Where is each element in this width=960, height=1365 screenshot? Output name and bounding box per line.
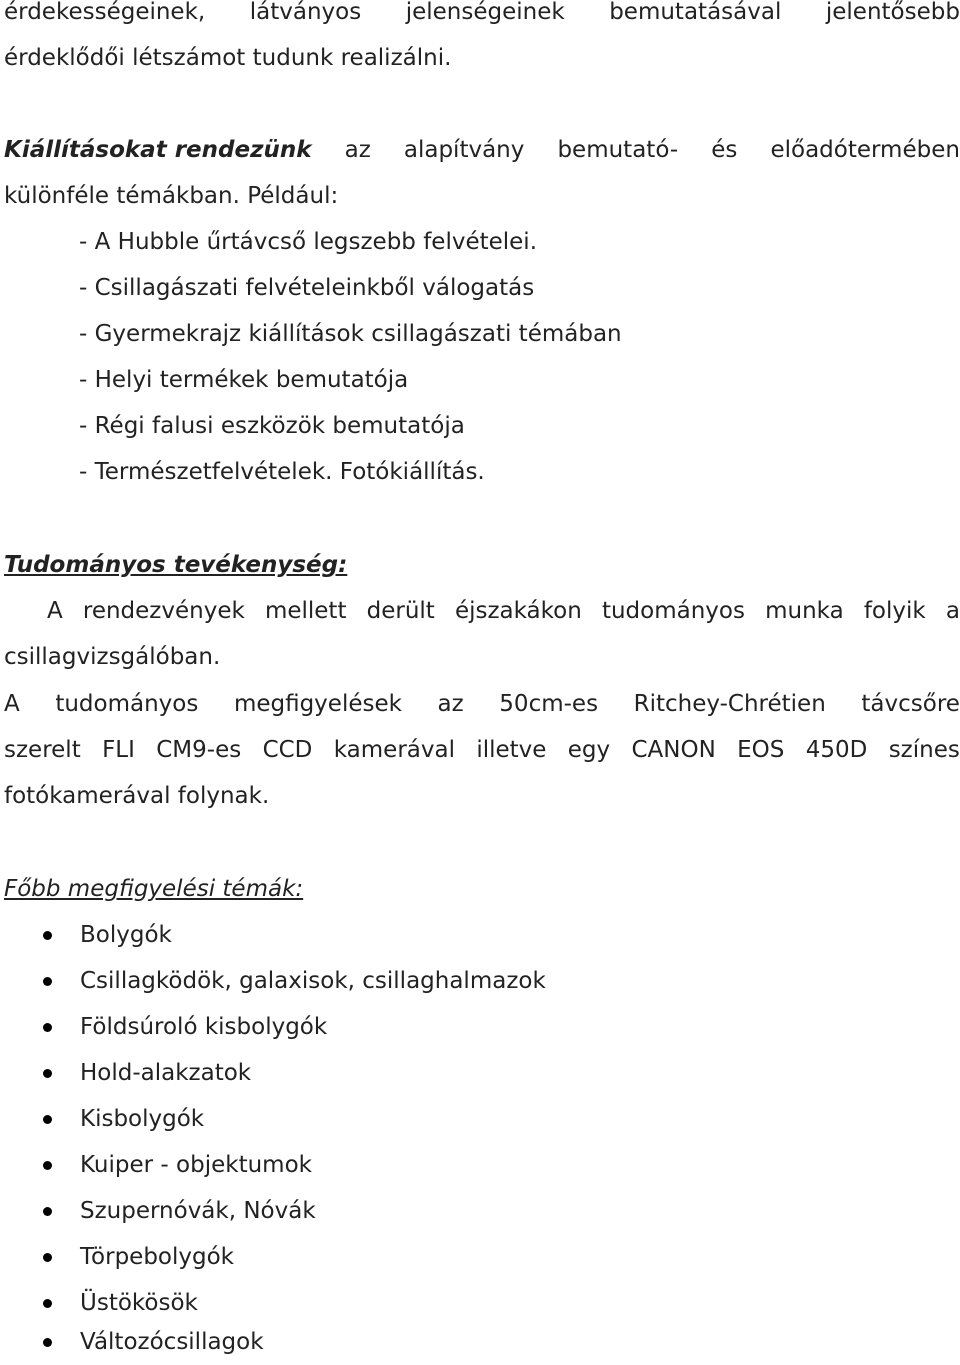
bullet-icon <box>43 931 52 940</box>
word: A <box>4 691 20 717</box>
intro-line-2: érdeklődői létszámot tudunk realizálni. <box>4 45 452 71</box>
word: Ritchey-Chrétien <box>633 691 826 717</box>
list-item <box>0 1188 960 1234</box>
word: éjszakákon <box>454 598 582 624</box>
word: egy <box>567 737 611 763</box>
word: kamerával <box>333 737 455 763</box>
list-item <box>0 1004 960 1050</box>
science-p2-line-3: fotókamerával folynak. <box>4 783 270 809</box>
word: folyik <box>863 598 926 624</box>
bullet-icon <box>43 1161 52 1170</box>
word: A <box>47 598 63 624</box>
word: bemutatásával <box>609 0 782 25</box>
science-heading-text: Tudományos tevékenység: <box>4 552 348 578</box>
topics-heading-text: Főbb megfigyelési témák: <box>4 876 304 902</box>
word: színes <box>888 737 960 763</box>
word: előadótermében <box>770 137 960 163</box>
word: CM9-es <box>156 737 242 763</box>
list-item <box>0 1319 960 1365</box>
exhibition-item: - Helyi termékek bemutatója <box>79 367 409 393</box>
list-item-label: Csillagködök, galaxisok, csillaghalmazok <box>80 968 546 994</box>
word: 450D <box>805 737 868 763</box>
list-item <box>0 1050 960 1096</box>
word: munka <box>765 598 844 624</box>
word: az <box>344 137 371 163</box>
word: CCD <box>262 737 313 763</box>
exhibitions-line-1 <box>4 127 960 173</box>
word: FLI <box>102 737 135 763</box>
list-item-label: Kuiper - objektumok <box>80 1152 312 1178</box>
list-item <box>0 958 960 1004</box>
intro-line-1 <box>4 0 960 35</box>
word: megfigyelések <box>233 691 402 717</box>
word: érdekességeinek, <box>4 0 206 25</box>
science-p2-line-1 <box>4 681 960 727</box>
list-item <box>0 912 960 958</box>
science-p1-line-1 <box>47 588 960 634</box>
list-item <box>0 1234 960 1280</box>
word: tudományos <box>601 598 745 624</box>
exhibitions-lead: Kiállításokat rendezünk <box>4 137 312 163</box>
list-item-label: Bolygók <box>80 922 172 948</box>
word: a <box>945 598 960 624</box>
word: jelenségeinek <box>405 0 565 25</box>
bullet-icon <box>43 977 52 986</box>
exhibition-item: - Régi falusi eszközök bemutatója <box>79 413 465 439</box>
list-item-label: Földsúroló kisbolygók <box>80 1014 328 1040</box>
bullet-icon <box>43 1207 52 1216</box>
word: tudományos <box>55 691 199 717</box>
list-item-label: Változócsillagok <box>80 1329 264 1355</box>
list-item <box>0 1096 960 1142</box>
bullet-icon <box>43 1115 52 1124</box>
bullet-icon <box>43 1023 52 1032</box>
list-item-label: Szupernóvák, Nóvák <box>80 1198 316 1224</box>
word: derült <box>366 598 435 624</box>
word: bemutató- <box>557 137 679 163</box>
exhibition-item: - A Hubble űrtávcső legszebb felvételei. <box>79 229 538 255</box>
word: látványos <box>249 0 362 25</box>
word: illetve <box>476 737 547 763</box>
science-p1-line-2: csillagvizsgálóban. <box>4 644 221 670</box>
word: szerelt <box>4 737 81 763</box>
science-p2-line-2 <box>4 727 960 773</box>
word: rendezvények <box>82 598 245 624</box>
word: az <box>437 691 464 717</box>
word: mellett <box>264 598 347 624</box>
word: EOS <box>737 737 785 763</box>
word: és <box>711 137 738 163</box>
bullet-icon <box>43 1069 52 1078</box>
exhibitions-line-2: különféle témákban. Például: <box>4 183 339 209</box>
word: távcsőre <box>861 691 960 717</box>
exhibition-item: - Csillagászati felvételeinkből válogatás <box>79 275 535 301</box>
bullet-icon <box>43 1299 52 1308</box>
exhibition-item: - Természetfelvételek. Fotókiállítás. <box>79 459 485 485</box>
list-item-label: Hold-alakzatok <box>80 1060 252 1086</box>
word: CANON <box>631 737 716 763</box>
exhibition-item: - Gyermekrajz kiállítások csillagászati témában <box>79 321 622 347</box>
word: jelentősebb <box>825 0 960 25</box>
bullet-icon <box>43 1338 52 1347</box>
bullet-icon <box>43 1253 52 1262</box>
list-item-label: Törpebolygók <box>80 1244 234 1270</box>
word: alapítvány <box>403 137 525 163</box>
science-heading <box>4 542 960 588</box>
list-item-label: Kisbolygók <box>80 1106 205 1132</box>
topics-heading <box>4 866 960 912</box>
list-item <box>0 1142 960 1188</box>
list-item-label: Üstökösök <box>80 1290 198 1316</box>
word: 50cm-es <box>499 691 599 717</box>
